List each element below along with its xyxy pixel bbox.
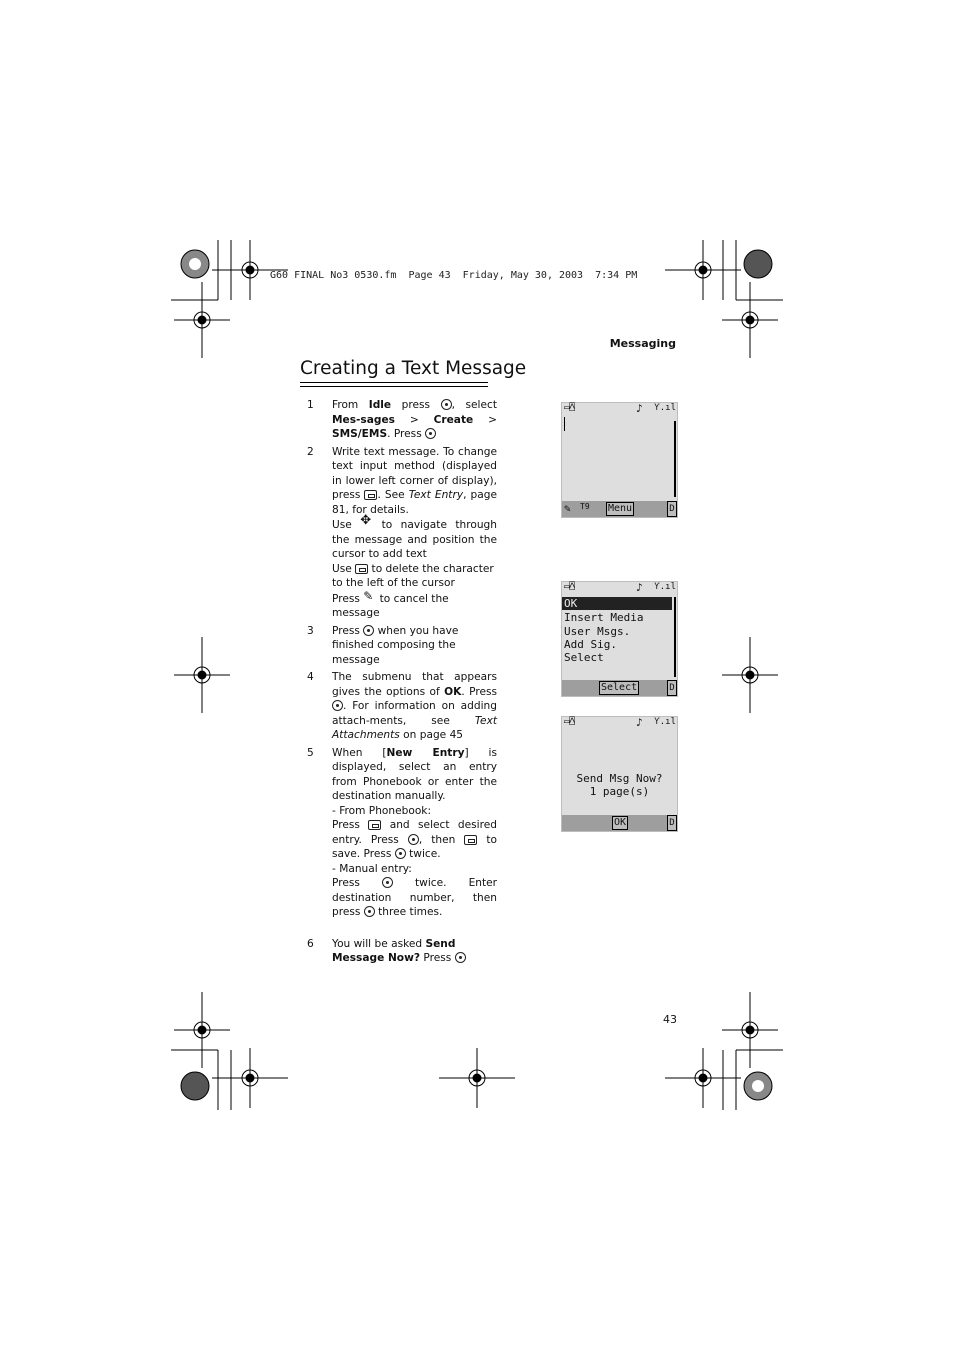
softkey-bar: [562, 501, 677, 517]
clear-key-icon: [355, 564, 368, 574]
section-header: Messaging: [609, 337, 676, 350]
ok-key-icon: [395, 848, 406, 859]
step-2: 2 Write text message. To change text input method (displayed in lower left corner of display), press . See Text Entry, page 81, for details. Use ✥ to navigate through the message and position the cursor to add text Use to delete the character to the left of the cursor Press ✎ to cancel the message: [307, 445, 497, 621]
step-6: 6 You will be asked Send Message Now? Press: [307, 937, 497, 966]
message-status-icon: ▭⍓: [564, 717, 575, 727]
status-bar: [562, 403, 677, 415]
signal-icon: Ƴ.ıl: [654, 582, 676, 592]
softkey-bar: [562, 815, 677, 831]
scrollbar: [674, 597, 676, 677]
status-bar: [562, 582, 677, 594]
navigation-key-icon: [360, 517, 373, 530]
print-slug: G60 FINAL No3 0530.fm Page 43 Friday, May 30, 2003 7:34 PM: [270, 270, 638, 281]
dialog-page-count: 1 page(s): [589, 785, 650, 798]
softkey-bar: [562, 680, 677, 696]
menu-item-add-sig[interactable]: Add Sig.: [564, 638, 617, 651]
ok-key-icon: [332, 700, 343, 711]
ok-key-icon: [455, 952, 466, 963]
step-4: 4 The submenu that appears gives the options of OK. Press . For information on adding attach-ments, see Text Attachments on page 45: [307, 671, 497, 741]
input-mode-indicator: T9: [580, 502, 590, 511]
title-rule: [300, 386, 488, 387]
ok-softkey[interactable]: OK: [614, 817, 627, 828]
scrollbar: [674, 421, 676, 497]
menu-item-ok[interactable]: OK: [562, 597, 672, 610]
ok-key-icon: [363, 625, 374, 636]
step-number: 5: [307, 746, 314, 759]
text-cursor: [564, 417, 565, 431]
softkey-icon: [364, 490, 377, 500]
right-softkey[interactable]: D: [667, 501, 677, 517]
ok-key-icon: [425, 428, 436, 439]
ringer-icon: ♪: [636, 716, 643, 729]
step-number: 3: [307, 624, 314, 637]
menu-item-user-msgs[interactable]: User Msgs.: [564, 625, 631, 638]
ok-key-icon: [382, 877, 393, 888]
ok-key-icon: [364, 906, 375, 917]
menu-softkey[interactable]: Menu: [608, 503, 633, 514]
message-status-icon: ▭⍓: [564, 582, 575, 592]
step-5: 5 When [New Entry] is displayed, select an entry from Phonebook or enter the destination manually. - From Phonebook: Press and select desired entry. Press , then to save. Press twice. - Manual entry: Press twice. Enter destination number, then press three times.: [307, 746, 498, 918]
ok-key-icon: [408, 834, 419, 845]
signal-icon: Ƴ.ıl: [654, 403, 676, 413]
status-bar: [562, 717, 677, 729]
step-number: 6: [307, 937, 314, 950]
ringer-icon: ♪: [636, 402, 643, 415]
ok-key-icon: [441, 399, 452, 410]
dialog-question: Send Msg Now?: [576, 772, 663, 785]
right-softkey[interactable]: D: [667, 815, 677, 831]
step-number: 1: [307, 399, 314, 411]
end-key-icon: [363, 591, 376, 604]
phone-screen-submenu: [561, 581, 678, 697]
message-status-icon: ▭⍓: [564, 403, 575, 413]
ringer-icon: ♪: [636, 581, 643, 594]
menu-item-insert-media[interactable]: Insert Media: [564, 611, 644, 624]
phone-screen-compose: [561, 402, 678, 518]
step-1: 1 From Idle press , select Mes-sages > Create > SMS/EMS. Press: [307, 399, 497, 440]
softkey-icon: [464, 835, 477, 845]
signal-icon: Ƴ.ıl: [654, 717, 676, 727]
select-softkey[interactable]: Select: [601, 682, 638, 693]
title-rule: [300, 382, 488, 383]
softkey-icon: [368, 820, 381, 830]
menu-item-select[interactable]: Select: [564, 651, 604, 664]
page-number: 43: [663, 1013, 677, 1026]
right-softkey[interactable]: D: [667, 680, 677, 696]
phone-screen-send-confirm: [561, 716, 678, 832]
step-list: [307, 398, 497, 969]
step-3: 3 Press when you have finished composing the message: [307, 624, 459, 666]
step-number: 2: [307, 445, 314, 458]
step-number: 4: [307, 671, 314, 683]
page-title: Creating a Text Message: [300, 358, 527, 379]
pencil-icon: ✎: [564, 502, 571, 515]
